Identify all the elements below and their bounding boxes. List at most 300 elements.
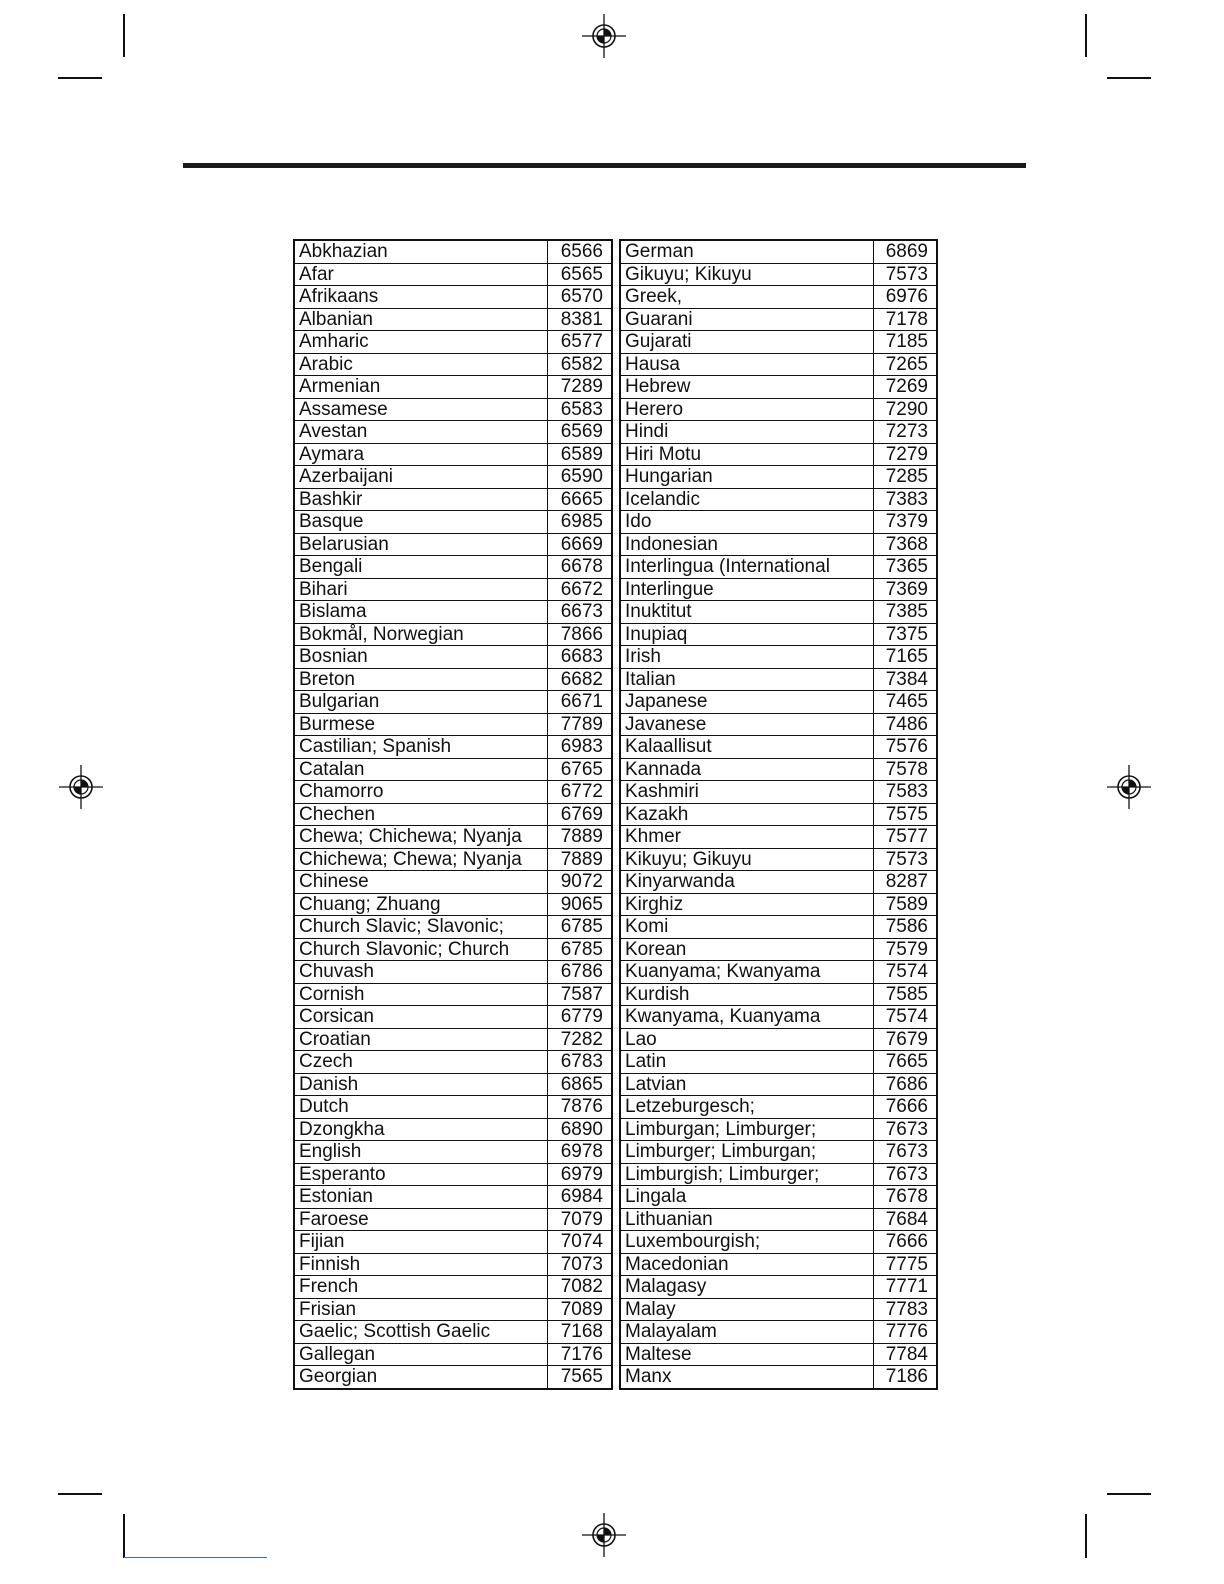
table-row (620, 308, 937, 331)
table-row (620, 1028, 937, 1051)
table-row (294, 263, 612, 286)
table-row (620, 1253, 937, 1276)
table-row (620, 1051, 937, 1074)
table-row (294, 1321, 612, 1344)
table-row (620, 1006, 937, 1029)
language-name: Castilian; Spanish (294, 736, 547, 759)
language-name: Indonesian (620, 533, 873, 556)
table-row (294, 308, 612, 331)
table-row (294, 421, 612, 444)
language-name: Limburgish; Limburger; (620, 1163, 873, 1186)
table-row (620, 376, 937, 399)
table-row (620, 1118, 937, 1141)
language-name: Korean (620, 938, 873, 961)
table-row (294, 1208, 612, 1231)
table-row (620, 623, 937, 646)
language-name: Arabic (294, 353, 547, 376)
language-name: Kinyarwanda (620, 871, 873, 894)
language-name: Khmer (620, 826, 873, 849)
table-row (294, 1343, 612, 1366)
language-name: German (620, 240, 873, 263)
table-row (294, 1073, 612, 1096)
language-code: 6569 (547, 421, 612, 444)
language-name: Latvian (620, 1073, 873, 1096)
language-code: 7576 (873, 736, 937, 759)
language-code: 7168 (547, 1321, 612, 1344)
language-name: Chechen (294, 803, 547, 826)
language-code: 7279 (873, 443, 937, 466)
table-row (620, 398, 937, 421)
table-row (620, 578, 937, 601)
language-code: 6786 (547, 961, 612, 984)
language-code: 7587 (547, 983, 612, 1006)
table-row (620, 1096, 937, 1119)
language-code: 7269 (873, 376, 937, 399)
table-row (620, 916, 937, 939)
language-name: Manx (620, 1366, 873, 1389)
language-name: Amharic (294, 331, 547, 354)
table-row (620, 1141, 937, 1164)
language-code: 7368 (873, 533, 937, 556)
language-code: 7565 (547, 1366, 612, 1389)
table-row (294, 331, 612, 354)
language-name: Catalan (294, 758, 547, 781)
language-code: 7586 (873, 916, 937, 939)
table-row (620, 421, 937, 444)
language-code: 6671 (547, 691, 612, 714)
language-name: Inuktitut (620, 601, 873, 624)
language-name: Latin (620, 1051, 873, 1074)
table-row (620, 1343, 937, 1366)
language-name: Church Slavonic; Church (294, 938, 547, 961)
language-code: 7678 (873, 1186, 937, 1209)
footer-underline (124, 1557, 267, 1558)
table-row (294, 1118, 612, 1141)
table-row (294, 668, 612, 691)
language-name: Burmese (294, 713, 547, 736)
table-row (294, 646, 612, 669)
table-row (620, 781, 937, 804)
language-code: 6678 (547, 556, 612, 579)
table-row (294, 736, 612, 759)
language-name: Basque (294, 511, 547, 534)
table-row (294, 488, 612, 511)
language-name: Frisian (294, 1298, 547, 1321)
table-row (620, 556, 937, 579)
language-code: 7375 (873, 623, 937, 646)
language-name: Faroese (294, 1208, 547, 1231)
language-name: Malayalam (620, 1321, 873, 1344)
language-name: Hindi (620, 421, 873, 444)
table-row (620, 443, 937, 466)
language-name: Albanian (294, 308, 547, 331)
language-code: 6672 (547, 578, 612, 601)
table-row (294, 1231, 612, 1254)
language-code: 6978 (547, 1141, 612, 1164)
table-row (294, 533, 612, 556)
table-row (294, 1006, 612, 1029)
language-name: Javanese (620, 713, 873, 736)
table-row (620, 1163, 937, 1186)
language-name: Gujarati (620, 331, 873, 354)
table-row (620, 938, 937, 961)
language-code: 6783 (547, 1051, 612, 1074)
table-row (620, 691, 937, 714)
language-code: 6682 (547, 668, 612, 691)
language-code: 7574 (873, 961, 937, 984)
language-name: Fijian (294, 1231, 547, 1254)
language-code: 7185 (873, 331, 937, 354)
language-code: 7789 (547, 713, 612, 736)
language-name: Bosnian (294, 646, 547, 669)
table-row (294, 871, 612, 894)
language-code: 6772 (547, 781, 612, 804)
language-name: Estonian (294, 1186, 547, 1209)
language-name: Macedonian (620, 1253, 873, 1276)
crop-mark-top-left-vertical (123, 14, 125, 57)
language-code: 6984 (547, 1186, 612, 1209)
language-code: 6590 (547, 466, 612, 489)
table-row (294, 623, 612, 646)
language-code: 7585 (873, 983, 937, 1006)
table-row (620, 848, 937, 871)
table-row (294, 1028, 612, 1051)
table-row (294, 1298, 612, 1321)
language-code: 7574 (873, 1006, 937, 1029)
language-code: 6769 (547, 803, 612, 826)
language-code: 6869 (873, 240, 937, 263)
language-code: 7889 (547, 826, 612, 849)
language-name: Aymara (294, 443, 547, 466)
language-name: Azerbaijani (294, 466, 547, 489)
language-code: 7679 (873, 1028, 937, 1051)
table-row (294, 286, 612, 309)
table-row (294, 1141, 612, 1164)
language-name: Gikuyu; Kikuyu (620, 263, 873, 286)
table-row (620, 1321, 937, 1344)
language-name: Lithuanian (620, 1208, 873, 1231)
language-name: Malay (620, 1298, 873, 1321)
table-row (294, 398, 612, 421)
language-name: Japanese (620, 691, 873, 714)
table-row (620, 803, 937, 826)
table-row (294, 556, 612, 579)
language-name: Bokmål, Norwegian (294, 623, 547, 646)
language-name: Letzeburgesch; (620, 1096, 873, 1119)
language-name: Breton (294, 668, 547, 691)
language-name: Assamese (294, 398, 547, 421)
language-name: Interlingue (620, 578, 873, 601)
language-name: Kuanyama; Kwanyama (620, 961, 873, 984)
table-row (620, 488, 937, 511)
language-code: 7465 (873, 691, 937, 714)
table-row (620, 331, 937, 354)
table-row (620, 1073, 937, 1096)
language-code: 7273 (873, 421, 937, 444)
language-code: 7583 (873, 781, 937, 804)
language-name: Bashkir (294, 488, 547, 511)
language-code: 7079 (547, 1208, 612, 1231)
language-code: 7776 (873, 1321, 937, 1344)
language-name: Greek, (620, 286, 873, 309)
language-code: 8287 (873, 871, 937, 894)
table-row (294, 916, 612, 939)
table-row (294, 691, 612, 714)
table-row (294, 1366, 612, 1389)
language-code: 7784 (873, 1343, 937, 1366)
table-row (294, 803, 612, 826)
language-name: Bislama (294, 601, 547, 624)
table-row (620, 1208, 937, 1231)
language-name: Kazakh (620, 803, 873, 826)
language-code: 7265 (873, 353, 937, 376)
language-code: 6779 (547, 1006, 612, 1029)
table-row (294, 713, 612, 736)
language-name: Kurdish (620, 983, 873, 1006)
language-code: 7876 (547, 1096, 612, 1119)
language-code: 7577 (873, 826, 937, 849)
registration-mark-left-icon (57, 763, 105, 811)
language-name: Malagasy (620, 1276, 873, 1299)
table-row (620, 736, 937, 759)
table-row (620, 601, 937, 624)
language-name: Esperanto (294, 1163, 547, 1186)
language-code: 6765 (547, 758, 612, 781)
language-code: 7573 (873, 263, 937, 286)
language-name: Afar (294, 263, 547, 286)
language-code: 9065 (547, 893, 612, 916)
language-code: 7282 (547, 1028, 612, 1051)
language-name: Ido (620, 511, 873, 534)
language-name: Church Slavic; Slavonic; (294, 916, 547, 939)
language-name: Hiri Motu (620, 443, 873, 466)
table-row (294, 758, 612, 781)
language-code: 7186 (873, 1366, 937, 1389)
language-code: 7165 (873, 646, 937, 669)
language-code: 7365 (873, 556, 937, 579)
table-row (620, 758, 937, 781)
language-code-table-right-body (620, 240, 937, 1389)
table-row (620, 1186, 937, 1209)
language-code: 7082 (547, 1276, 612, 1299)
language-code: 7073 (547, 1253, 612, 1276)
language-name: Lingala (620, 1186, 873, 1209)
language-code: 7775 (873, 1253, 937, 1276)
language-name: Kashmiri (620, 781, 873, 804)
language-code: 7673 (873, 1141, 937, 1164)
language-name: Chichewa; Chewa; Nyanja (294, 848, 547, 871)
language-code: 7889 (547, 848, 612, 871)
table-row (294, 983, 612, 1006)
crop-mark-bottom-left-horizontal (58, 1493, 102, 1495)
language-code: 7665 (873, 1051, 937, 1074)
table-row (294, 961, 612, 984)
language-name: Kannada (620, 758, 873, 781)
table-row (294, 601, 612, 624)
language-name: Avestan (294, 421, 547, 444)
language-name: Bulgarian (294, 691, 547, 714)
language-name: Gaelic; Scottish Gaelic (294, 1321, 547, 1344)
language-code: 6983 (547, 736, 612, 759)
registration-mark-right-icon (1105, 763, 1153, 811)
language-code: 7589 (873, 893, 937, 916)
language-name: Armenian (294, 376, 547, 399)
language-name: Croatian (294, 1028, 547, 1051)
table-row (620, 713, 937, 736)
table-row (620, 263, 937, 286)
table-row (620, 961, 937, 984)
language-code: 7673 (873, 1118, 937, 1141)
language-name: Dzongkha (294, 1118, 547, 1141)
table-row (294, 466, 612, 489)
language-code: 7385 (873, 601, 937, 624)
language-code: 7684 (873, 1208, 937, 1231)
table-row (620, 646, 937, 669)
language-code: 6589 (547, 443, 612, 466)
table-row (620, 511, 937, 534)
table-row (620, 1298, 937, 1321)
language-name: Gallegan (294, 1343, 547, 1366)
table-row (620, 466, 937, 489)
language-name: Hungarian (620, 466, 873, 489)
table-row (294, 1051, 612, 1074)
table-row (294, 578, 612, 601)
language-name: Guarani (620, 308, 873, 331)
language-code: 7573 (873, 848, 937, 871)
registration-mark-top-icon (580, 12, 628, 60)
language-name: Dutch (294, 1096, 547, 1119)
language-code: 6985 (547, 511, 612, 534)
language-code: 7285 (873, 466, 937, 489)
language-name: Limburgan; Limburger; (620, 1118, 873, 1141)
language-code: 6673 (547, 601, 612, 624)
table-row (620, 1231, 937, 1254)
crop-mark-bottom-right-vertical (1085, 1514, 1087, 1558)
language-code: 7666 (873, 1096, 937, 1119)
language-code: 7686 (873, 1073, 937, 1096)
language-name: Chuang; Zhuang (294, 893, 547, 916)
language-name: Limburger; Limburgan; (620, 1141, 873, 1164)
table-row (294, 781, 612, 804)
language-code: 7089 (547, 1298, 612, 1321)
table-row (294, 1163, 612, 1186)
language-code: 7575 (873, 803, 937, 826)
header-rule (183, 163, 1026, 168)
table-row (620, 871, 937, 894)
language-code: 6565 (547, 263, 612, 286)
crop-mark-bottom-left-vertical (123, 1514, 125, 1558)
language-name: Luxembourgish; (620, 1231, 873, 1254)
table-row (294, 376, 612, 399)
language-code: 7866 (547, 623, 612, 646)
crop-mark-bottom-right-horizontal (1107, 1493, 1151, 1495)
language-name: Georgian (294, 1366, 547, 1389)
language-code: 6669 (547, 533, 612, 556)
table-row (294, 1186, 612, 1209)
language-name: Chewa; Chichewa; Nyanja (294, 826, 547, 849)
language-name: Cornish (294, 983, 547, 1006)
language-name: Chinese (294, 871, 547, 894)
language-name: Corsican (294, 1006, 547, 1029)
crop-mark-top-right-horizontal (1107, 77, 1151, 79)
language-name: Kwanyama, Kuanyama (620, 1006, 873, 1029)
language-code-table-right (619, 239, 938, 1390)
table-row (294, 938, 612, 961)
language-name: Lao (620, 1028, 873, 1051)
language-name: Chamorro (294, 781, 547, 804)
language-code: 6890 (547, 1118, 612, 1141)
language-code: 7673 (873, 1163, 937, 1186)
language-name: Bengali (294, 556, 547, 579)
language-name: Bihari (294, 578, 547, 601)
language-code: 7486 (873, 713, 937, 736)
language-code-table-left (293, 239, 613, 1390)
language-code: 6976 (873, 286, 937, 309)
language-name: Kirghiz (620, 893, 873, 916)
language-code: 6683 (547, 646, 612, 669)
language-code: 6665 (547, 488, 612, 511)
language-code: 7176 (547, 1343, 612, 1366)
table-row (294, 1096, 612, 1119)
language-name: Interlingua (International (620, 556, 873, 579)
language-code: 6865 (547, 1073, 612, 1096)
language-code: 6785 (547, 916, 612, 939)
language-code: 6582 (547, 353, 612, 376)
table-row (620, 286, 937, 309)
table-row (620, 1276, 937, 1299)
language-name: Abkhazian (294, 240, 547, 263)
language-code: 7290 (873, 398, 937, 421)
table-row (620, 240, 937, 263)
language-code: 6577 (547, 331, 612, 354)
table-row (620, 826, 937, 849)
language-name: Danish (294, 1073, 547, 1096)
language-name: Belarusian (294, 533, 547, 556)
language-name: Hausa (620, 353, 873, 376)
table-row (294, 848, 612, 871)
table-row (294, 893, 612, 916)
language-code: 8381 (547, 308, 612, 331)
language-code-table-left-body (294, 240, 612, 1389)
language-code: 7383 (873, 488, 937, 511)
crop-mark-top-left-horizontal (58, 77, 102, 79)
language-code: 7783 (873, 1298, 937, 1321)
table-row (620, 533, 937, 556)
language-name: Irish (620, 646, 873, 669)
language-name: Kalaallisut (620, 736, 873, 759)
table-row (294, 511, 612, 534)
language-code: 7771 (873, 1276, 937, 1299)
table-row (294, 826, 612, 849)
language-name: Czech (294, 1051, 547, 1074)
language-name: Maltese (620, 1343, 873, 1366)
language-code: 7579 (873, 938, 937, 961)
table-row (294, 443, 612, 466)
language-code: 7289 (547, 376, 612, 399)
language-code: 7379 (873, 511, 937, 534)
table-row (294, 1253, 612, 1276)
language-code: 6566 (547, 240, 612, 263)
language-code: 7578 (873, 758, 937, 781)
language-code: 7074 (547, 1231, 612, 1254)
table-row (620, 1366, 937, 1389)
language-code: 6570 (547, 286, 612, 309)
language-code: 9072 (547, 871, 612, 894)
language-name: Finnish (294, 1253, 547, 1276)
table-row (294, 353, 612, 376)
language-name: French (294, 1276, 547, 1299)
language-name: Inupiaq (620, 623, 873, 646)
